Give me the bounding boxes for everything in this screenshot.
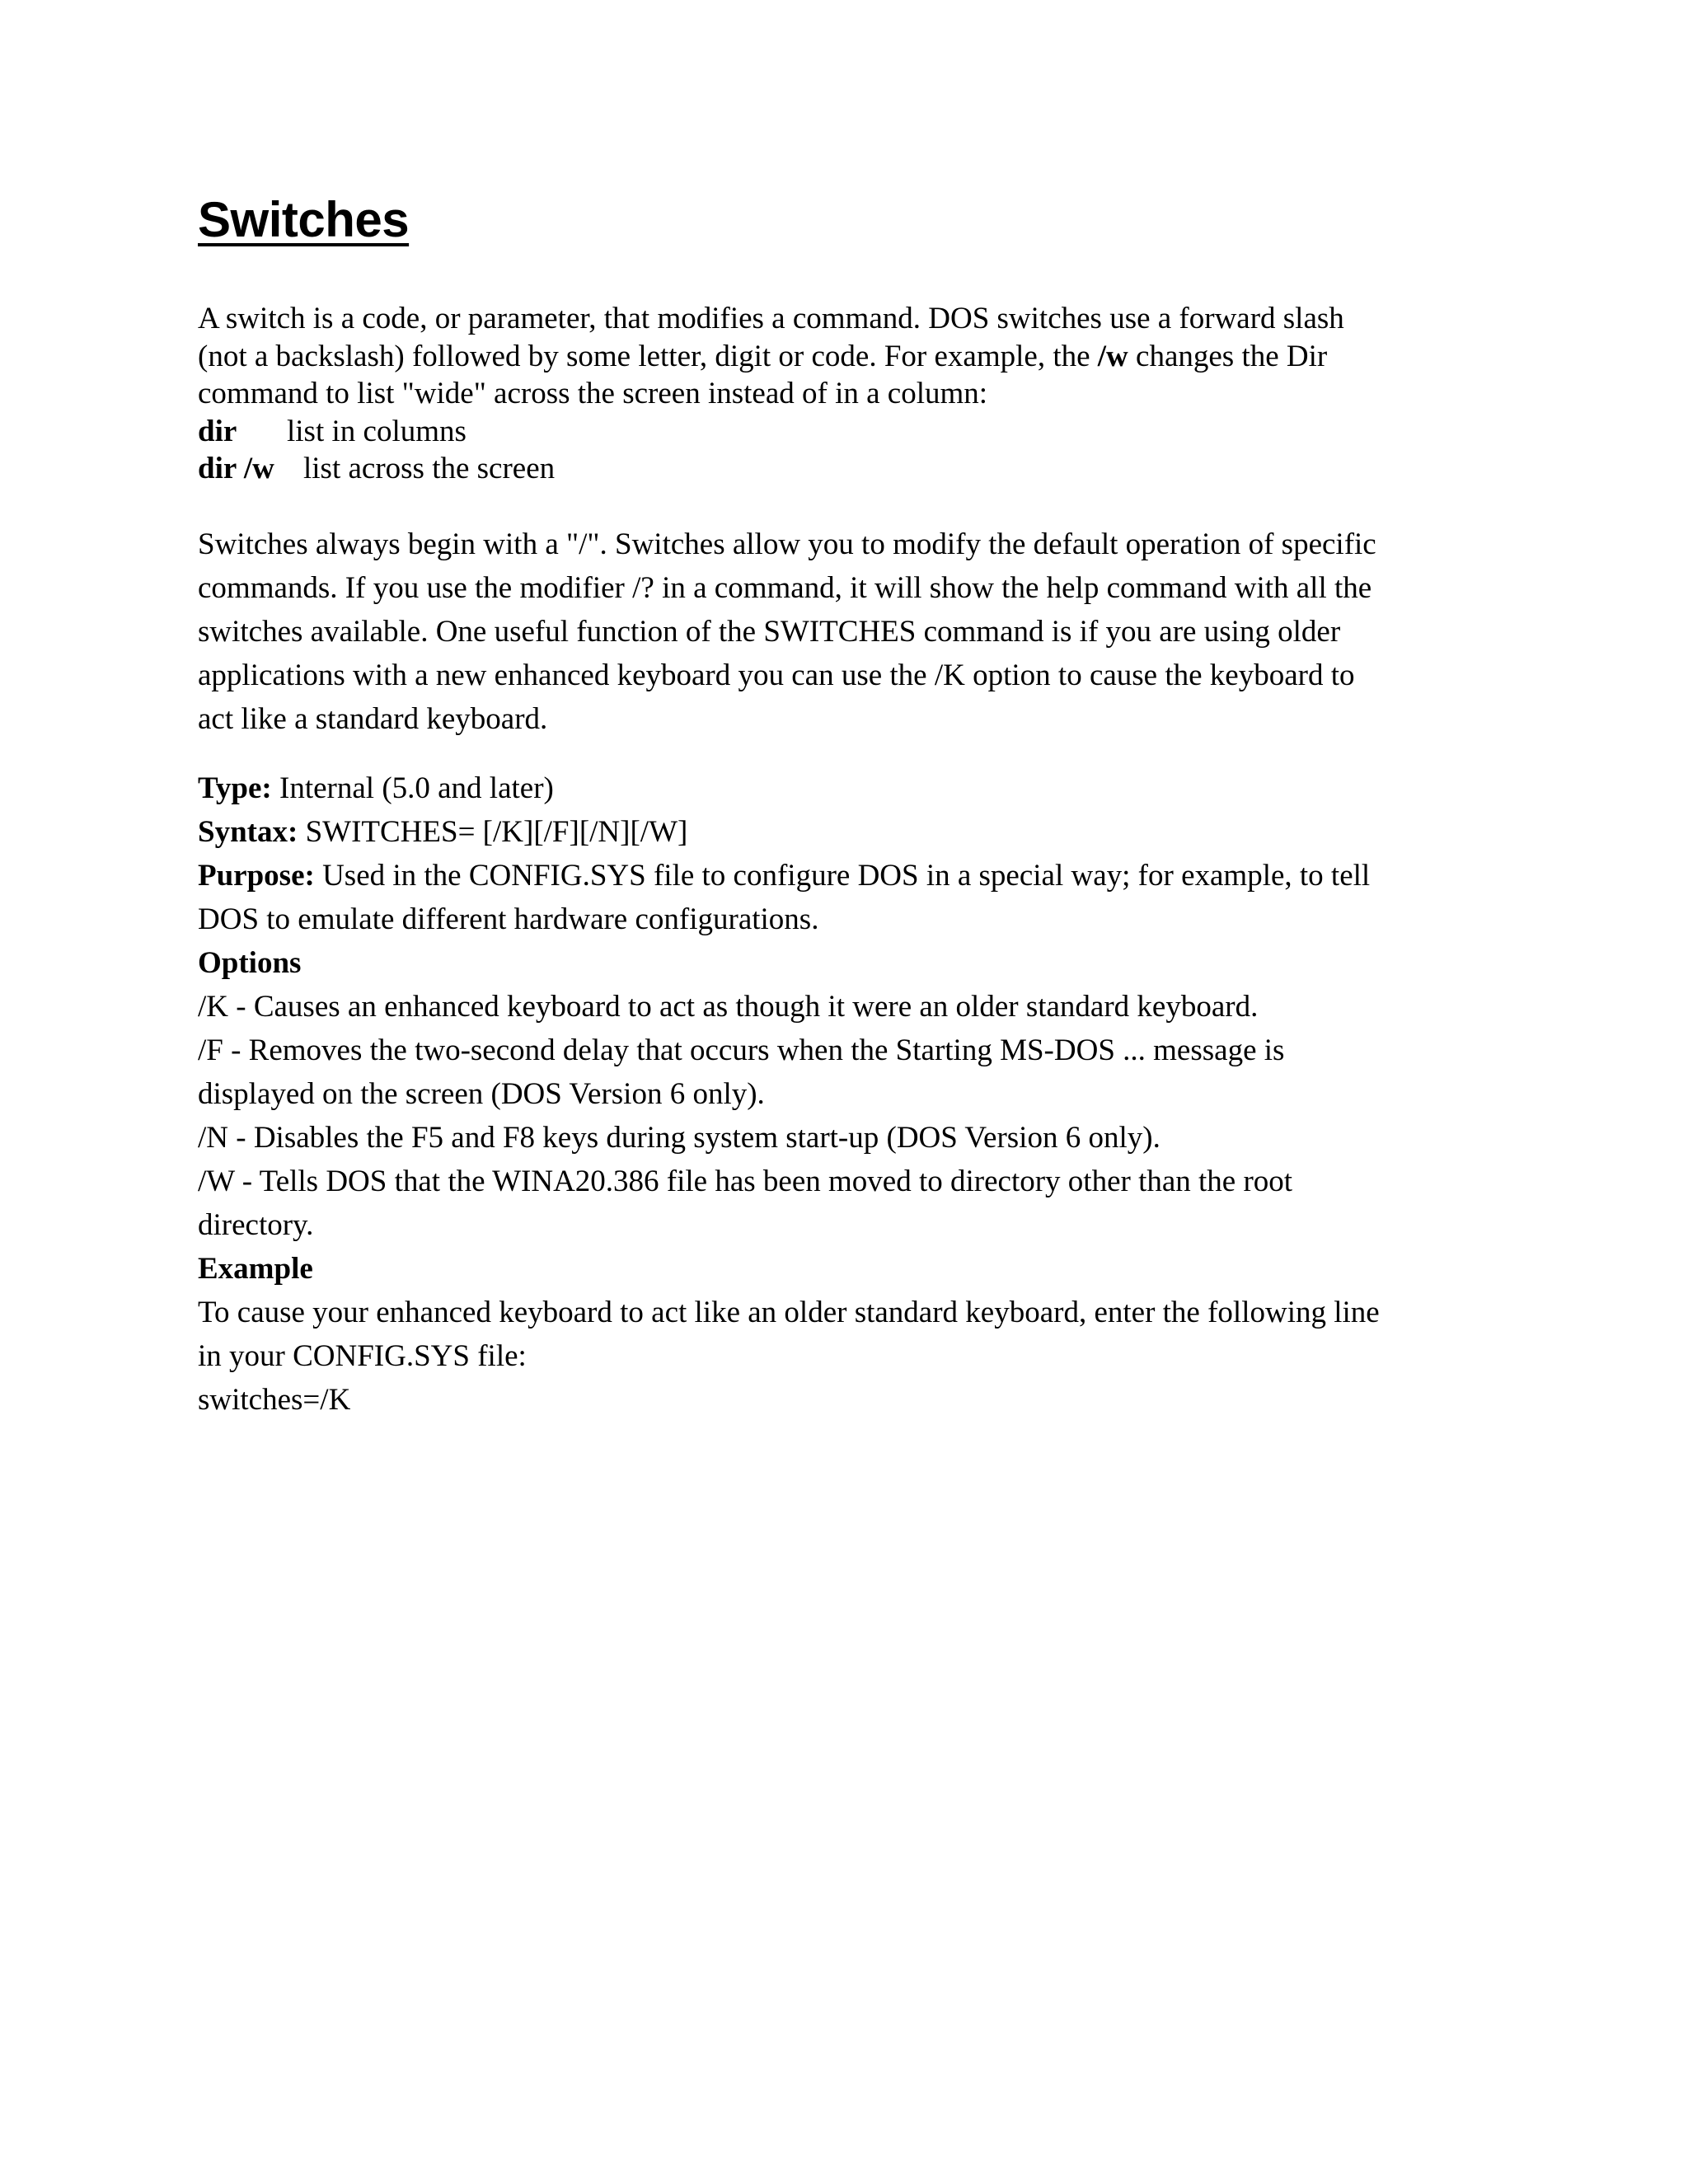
example-description: list across the screen xyxy=(303,452,556,485)
options-heading: Options xyxy=(198,946,302,980)
description-paragraph xyxy=(198,523,1484,741)
purpose-value: Used in the CONFIG.SYS file to configure DOS in a special way; for example, to tell xyxy=(314,859,1371,893)
intro-line: command to list "wide" across the screen instead of in a column: xyxy=(198,377,988,410)
intro-line xyxy=(198,338,1484,376)
paragraph-line: Switches always begin with a "/". Switches allow you to modify the default operation of specific xyxy=(198,527,1376,561)
paragraph-line: switches available. One useful function of the SWITCHES command is if you are using older xyxy=(198,615,1341,649)
option-line: /F - Removes the two-second delay that occurs when the Starting MS-DOS ... message is xyxy=(198,1033,1285,1067)
purpose-row xyxy=(198,854,1484,898)
wide-switch: /w xyxy=(1097,339,1128,373)
example-line: in your CONFIG.SYS file: xyxy=(198,1339,527,1373)
example-description: list in columns xyxy=(287,414,467,448)
type-value: Internal (5.0 and later) xyxy=(271,771,554,805)
example-heading: Example xyxy=(198,1252,313,1286)
intro-line-text: (not a backslash) followed by some letter, digit or code. For example, the xyxy=(198,339,1098,373)
example-command: dir /w xyxy=(198,452,274,485)
paragraph-line: act like a standard keyboard. xyxy=(198,702,548,736)
syntax-row xyxy=(198,810,1484,854)
type-label: Type: xyxy=(198,771,272,805)
option-line: directory. xyxy=(198,1208,314,1242)
syntax-label: Syntax: xyxy=(198,815,298,849)
option-line: /W - Tells DOS that the WINA20.386 file has been moved to directory other than the root xyxy=(198,1165,1293,1198)
intro-paragraph xyxy=(198,300,1484,488)
example-row xyxy=(198,413,1484,451)
example-row xyxy=(198,450,1484,488)
intro-line: A switch is a code, or parameter, that modifies a command. DOS switches use a forward slash xyxy=(198,302,1344,335)
syntax-value: SWITCHES= [/K][/F][/N][/W] xyxy=(298,815,688,849)
purpose-continuation: DOS to emulate different hardware configurations. xyxy=(198,902,819,936)
paragraph-line: applications with a new enhanced keyboard you can use the /K option to cause the keyboard to xyxy=(198,658,1355,692)
option-line: /N - Disables the F5 and F8 keys during system start-up (DOS Version 6 only). xyxy=(198,1121,1160,1155)
details-section xyxy=(198,766,1484,1422)
type-row xyxy=(198,766,1484,810)
example-command: dir xyxy=(198,414,237,448)
intro-line-tail: changes the Dir xyxy=(1128,339,1328,373)
page-title: Switches xyxy=(198,192,410,247)
paragraph-line: commands. If you use the modifier /? in a command, it will show the help command with all the xyxy=(198,571,1372,605)
option-line: displayed on the screen (DOS Version 6 only). xyxy=(198,1077,765,1111)
example-line: To cause your enhanced keyboard to act like an older standard keyboard, enter the following line xyxy=(198,1296,1380,1329)
option-line: /K - Causes an enhanced keyboard to act as though it were an older standard keyboard. xyxy=(198,990,1259,1024)
example-code: switches=/K xyxy=(198,1383,351,1417)
purpose-label: Purpose: xyxy=(198,859,315,893)
